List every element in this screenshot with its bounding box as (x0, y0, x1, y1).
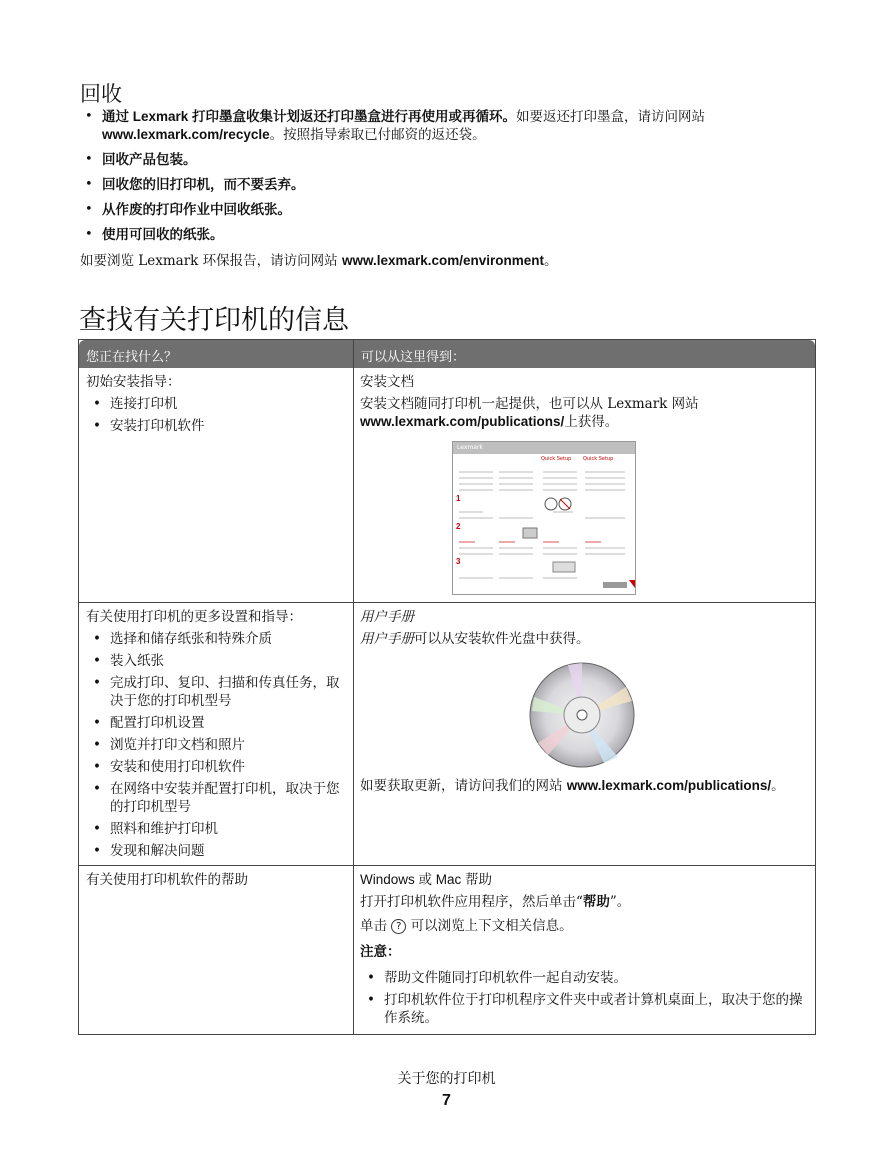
list-item: • 打印机软件位于打印机程序文件夹中或者计算机桌面上，取决于您的操作系统。 (360, 991, 810, 1027)
row1-left: 初始安装指导： • 连接打印机 • 安装打印机软件 (86, 373, 348, 439)
list-item: • 回收您的旧打印机，而不要丢弃。 (85, 177, 305, 193)
help-icon: ? (391, 919, 406, 934)
recycle-item-text: 如要返还打印墨盒，请访问网站 (516, 109, 706, 125)
recycle-list (80, 108, 810, 251)
page-number: 7 (442, 1092, 451, 1109)
footer-title: 关于您的打印机 (397, 1071, 496, 1087)
setup-document-image: Lexmark Quick Setup Quick Setup 1 2 3 (452, 441, 636, 595)
list-item: • 安装和使用打印机软件 (86, 758, 350, 776)
recycle-heading: 回收 (80, 82, 122, 106)
list-item: • 浏览并打印文档和照片 (86, 736, 350, 754)
environment-line: 如要浏览 Lexmark 环保报告，请访问网站 www.lexmark.com/environment。 (80, 253, 558, 269)
section-title: 查找有关打印机的信息 (79, 305, 349, 336)
list-item: • 使用可回收的纸张。 (85, 227, 224, 243)
recycle-item-bold: 通过 Lexmark 打印墨盒收集计划返还打印墨盒进行再使用或再循环。 (102, 109, 517, 124)
row1-right: 安装文档 安装文档随同打印机一起提供，也可以从 Lexmark 网站 www.lexmark.com/publications/上获得。 (360, 374, 699, 430)
list-item: • 配置打印机设置 (86, 714, 350, 732)
list-item: • 选择和储存纸张和特殊介质 (86, 630, 350, 648)
list-item: • 在网络中安装并配置打印机，取决于您的打印机型号 (86, 780, 350, 816)
list-item: • 回收产品包装。 (85, 152, 197, 168)
list-item: • 帮助文件随同打印机软件一起自动安装。 (360, 969, 810, 987)
list-item: • 从作废的打印作业中回收纸张。 (85, 202, 291, 218)
publications-url-link[interactable]: www.lexmark.com/publications/ (360, 414, 565, 429)
row2-left: 有关使用打印机的更多设置和指导： • 选择和储存纸张和特殊介质 • 装入纸张 • 完成打印、复印、扫描和传真任务，取决于您的打印机型号 • 配置打印机设置 • 浏览并打印文档和照片 • 安装和使用打印机软件 • 在网络中安装并配置打印机，取决于您的打印机型号 • 照料和维护打印机 • 发现和解决问题 (86, 608, 350, 864)
environment-url-link[interactable]: www.lexmark.com/environment (341, 253, 545, 268)
note-label: 注意： (360, 944, 401, 960)
header-left: 您正在找什么？ (86, 350, 178, 365)
cd-disc-icon (528, 661, 636, 769)
list-item: • 装入纸张 (86, 652, 350, 670)
header-right: 可以从这里得到： (361, 350, 466, 365)
row3-left: 有关使用打印机软件的帮助 (86, 872, 248, 888)
row3-right: Windows 或 Mac 帮助 打开打印机软件应用程序，然后单击“帮助”。 单击 ? 可以浏览上下文相关信息。 注意： • 帮助文件随同打印机软件一起自动安装。 • 打印机软件位于打印机程序文件夹中或者计算机桌面上，取决于您的操作系统。 (360, 871, 810, 1031)
list-item: • 完成打印、复印、扫描和传真任务，取决于您的打印机型号 (86, 674, 350, 710)
update-url-link[interactable]: www.lexmark.com/publications/ (566, 778, 772, 793)
row2-update: 如要获取更新，请访问我们的网站 www.lexmark.com/publications/。 (360, 778, 785, 794)
info-table (78, 339, 816, 1035)
list-item: • 照料和维护打印机 (86, 820, 350, 838)
recycle-url-link[interactable]: www.lexmark.com/recycle (102, 127, 270, 142)
list-item: • 连接打印机 (86, 395, 348, 413)
list-item: • 通过 Lexmark 打印墨盒收集计划返还打印墨盒进行再使用或再循环。如要返还打印墨盒，请访问网站 www.lexmark.com/recycle。按照指导索取已付邮资的返还袋。 (85, 109, 706, 143)
list-item: • 安装打印机软件 (86, 417, 348, 435)
table-header (79, 340, 815, 368)
list-item: • 发现和解决问题 (86, 842, 350, 860)
row2-right: 用户手册 用户手册可以从安装软件光盘中获得。 (360, 609, 590, 647)
